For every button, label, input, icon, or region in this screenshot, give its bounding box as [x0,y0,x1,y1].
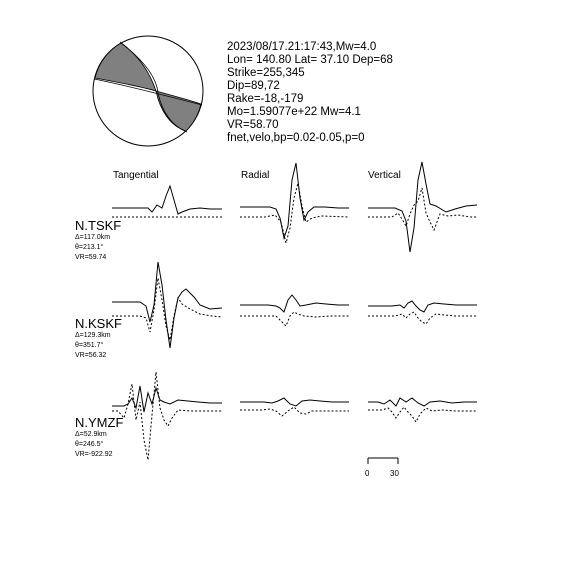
component-tangential: Tangential [113,170,159,181]
waveforms-tskf [112,162,477,252]
station-name: N.YMZF [75,415,124,430]
trace-observed-kskf-radial [240,295,349,312]
station-distance: Δ=52.9km [75,431,107,438]
trace-observed-ymzf-tangential [112,386,222,412]
event-line-moment: Mo=1.59077e+22 Mw=4.1 [227,106,361,118]
event-line-vr: VR=58.70 [227,119,279,131]
station-azimuth: θ=246.5° [75,441,104,448]
station-azimuth: θ=351.7° [75,342,104,349]
trace-observed-tskf-vertical [368,162,477,252]
station-name: N.KSKF [75,316,122,331]
trace-observed-kskf-tangential [112,262,222,348]
trace-observed-ymzf-radial [240,398,349,406]
trace-synthetic-kskf-tangential [112,278,222,340]
station-distance: Δ=117.0km [75,234,111,241]
trace-synthetic-tskf-radial [240,183,349,243]
event-line-origin: 2023/08/17.21:17:43,Mw=4.0 [227,41,377,53]
trace-observed-tskf-radial [240,163,349,238]
trace-synthetic-kskf-vertical [368,312,477,324]
event-line-rake: Rake=-18,-179 [227,93,304,105]
component-vertical: Vertical [368,170,401,181]
focal-mechanism-beachball [93,36,203,146]
trace-synthetic-ymzf-vertical [368,407,477,422]
waveforms-kskf [112,262,477,348]
station-vr: VR=59.74 [75,254,107,261]
trace-observed-tskf-tangential [112,186,222,214]
component-radial: Radial [241,170,270,181]
trace-synthetic-tskf-vertical [368,188,477,230]
scale-end-label: 30 [390,469,399,478]
event-line-strike: Strike=255,345 [227,67,305,79]
event-line-processing: fnet,velo,bp=0.02-0.05,p=0 [227,132,365,144]
trace-synthetic-ymzf-radial [240,407,349,416]
event-line-location: Lon= 140.80 Lat= 37.10 Dep=68 [227,54,393,66]
scale-start-label: 0 [365,469,370,478]
station-distance: Δ=129.3km [75,332,111,339]
station-vr: VR=56.32 [75,352,107,359]
station-vr: VR=-922.92 [75,451,113,458]
station-name: N.TSKF [75,218,122,233]
event-line-dip: Dip=89,72 [227,80,280,92]
trace-synthetic-kskf-radial [240,312,349,326]
waveforms-ymzf [112,372,477,460]
station-azimuth: θ=213.1° [75,244,104,251]
trace-observed-kskf-vertical [368,301,477,312]
time-scale-bar [368,458,398,464]
trace-synthetic-ymzf-tangential [112,372,222,460]
trace-observed-ymzf-vertical [368,398,477,406]
